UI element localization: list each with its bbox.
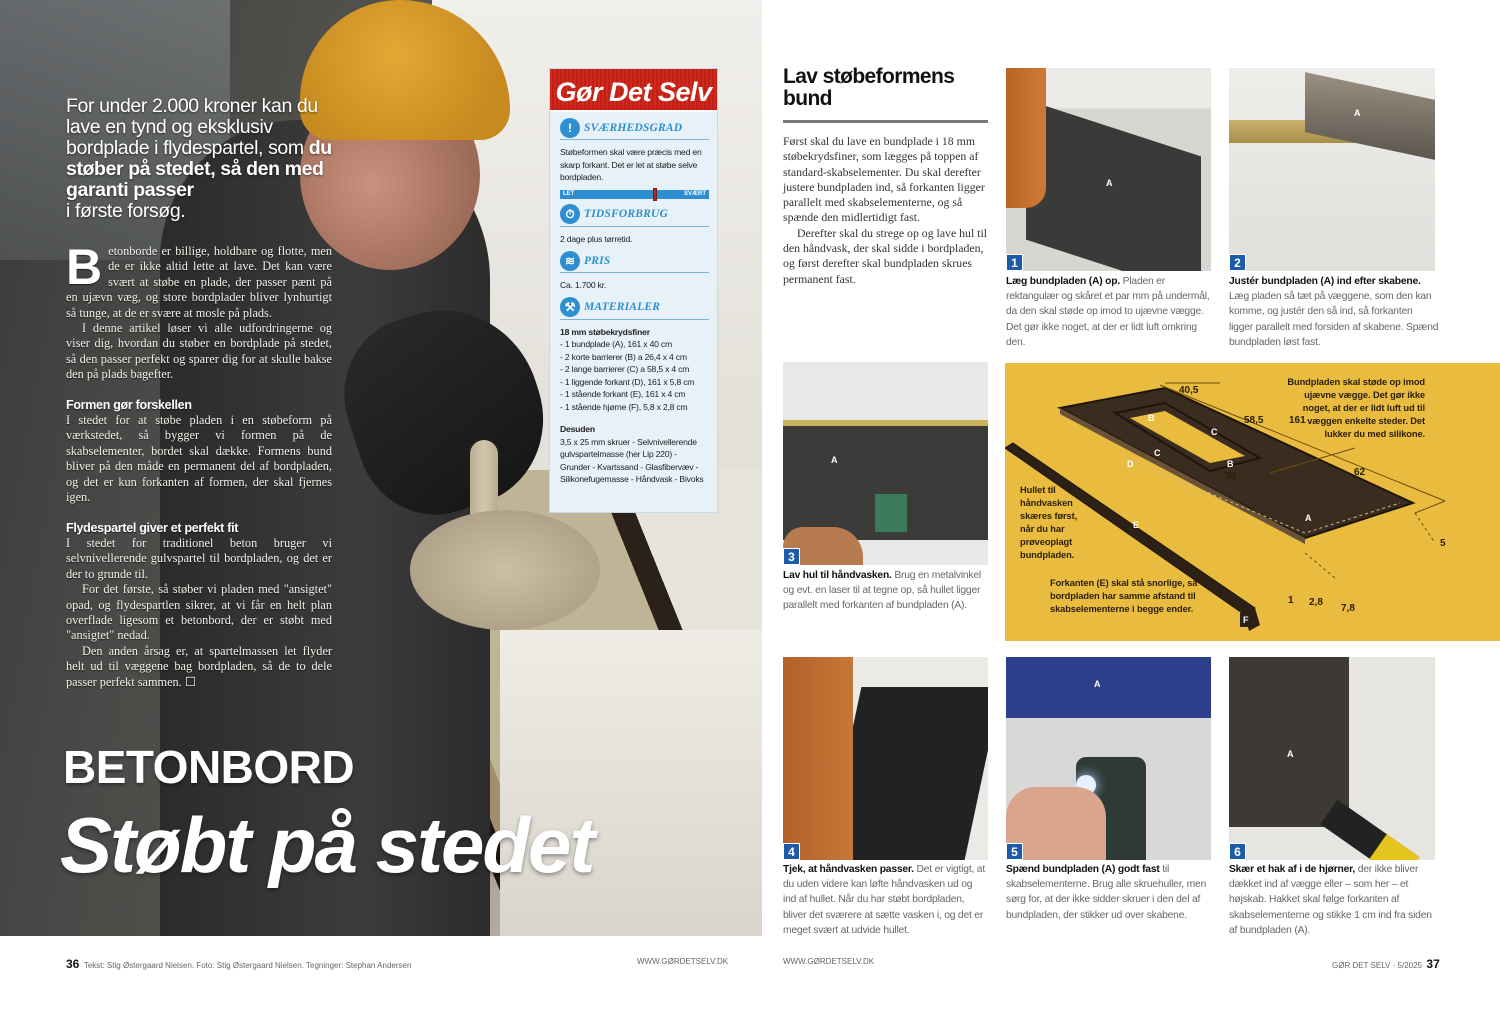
intro-paragraph: Først skal du lave en bundplade i 18 mm støbekrydsfiner, som lægges på toppen af standard-skabselementer. Du skal derefter justere bundpladen ind, så forkanten ligger parallelt med skabselementerne, og så spænde den midlertidigt fast. [783, 134, 985, 225]
caption-bold: Skær et hak af i de hjørner, [1229, 864, 1356, 875]
part-label: D [1127, 459, 1134, 469]
dimension-label: 58,5 [1244, 415, 1264, 426]
step-2-photo [1229, 68, 1435, 271]
step-number-badge: 4 [783, 843, 800, 860]
time-text: 2 dage plus tørretid. [560, 233, 633, 244]
dimension-label: 7,8 [1341, 603, 1355, 614]
photo-person [783, 657, 853, 860]
part-label: A [1094, 679, 1101, 689]
materials-list [560, 326, 709, 486]
body-paragraph: I denne artikel løser vi alle udfordringerne og viser dig, hvordan du støber en bordplade på stedet, så den passer perfekt og sparer dig for at skulle bakse den på plads bagefter. [66, 321, 332, 382]
step-number-badge: 6 [1229, 843, 1246, 860]
caption-bold: Tjek, at håndvasken passer. [783, 864, 914, 875]
assembly-diagram [1005, 363, 1500, 641]
scale-right-label: SVÆRT [683, 191, 706, 197]
material-item: - 2 lange barrierer (C) a 58,5 x 4 cm [560, 364, 690, 374]
body-paragraph: Den anden årsag er, at spartelmassen let flyder helt ud til væggene bag bordpladen, så de to dele passer perfekt sammen. ☐ [66, 643, 332, 689]
intro-paragraph: Derefter skal du strege op og lave hul til den håndvask, der skal sidde i bordpladen, og først derefter skal bundpladen skrues permanent fast. [783, 225, 988, 286]
material-item: - 2 korte barrierer (B) a 26,4 x 4 cm [560, 351, 687, 362]
step-number-badge: 1 [1006, 254, 1023, 271]
part-label: A [1287, 749, 1294, 759]
photo-multitool [1320, 800, 1419, 860]
photo-board [1026, 100, 1201, 271]
part-label: F [1243, 615, 1249, 625]
page-number: 36 [66, 957, 80, 971]
caption-bold: Lav hul til håndvasken. [783, 570, 892, 581]
credits: Tekst: Stig Østergaard Nielsen. Foto: Stig Østergaard Nielsen. Tegninger: Stephan Andersen [83, 961, 412, 970]
step-number-badge: 2 [1229, 254, 1246, 271]
dimension-label: 40,5 [1179, 385, 1199, 396]
price-text: Ca. 1.700 kr. [560, 280, 607, 290]
photo-square-tool [875, 494, 907, 532]
material-item: - 1 stående forkant (E), 161 x 4 cm [560, 389, 686, 399]
section-title: Lav støbeformens bund [783, 65, 955, 110]
diagram-note: Forkanten (E) skal stå snorlige, så bordpladen har samme afstand til skabselementerne i begge ender. [1050, 578, 1198, 614]
extras-text: 3,5 x 25 mm skruer - Selvnivellerende gulvspartelmasse (her Lip 220) - Grunder - Kvartssand - Glasfibervæv - Silikonefugemasse - Håndvask - Bivoks [560, 436, 704, 484]
caption-text: der ikke bliver dækket ind af vægge eller – som her – et højskab. Hakket skal følge forkanten af skabselementerne og stikke 1 cm ind fra siden af bundpladen (A). [1229, 864, 1432, 936]
step-3-photo [783, 362, 988, 565]
body-paragraph: I stedet for at støbe pladen i en støbeform på værkstedet, så bygger vi formen på de skabselementer, bordet skal dække. Formens bund bliver på den måde en permanent del af bordpladen, og det er kun forkanten af formen, der skal fjernes igen. [66, 413, 332, 505]
extras-heading: Desuden [560, 424, 595, 434]
page-number: 37 [1426, 957, 1440, 971]
article-body [66, 239, 332, 690]
body-paragraph: For det første, så støber vi pladen med "ansigtet" opad, og flydespartlen sikrer, at vi får en helt plan overflade ligesom et betonbord, der er støbt med "ansigtet" nedad. [66, 582, 332, 643]
divider [783, 120, 988, 123]
money-icon: ≋ [560, 251, 580, 271]
diagram-note: Hullet til håndvasken skæres først, når du har prøveoplagt bundpladen. [1020, 485, 1078, 560]
part-label: C [1211, 427, 1218, 437]
article-title: Støbt på stedet [60, 801, 594, 889]
lead-text-2: som [268, 137, 309, 159]
part-label: C [1154, 448, 1161, 458]
photo-board [1229, 657, 1349, 827]
lead-paragraph [66, 96, 336, 222]
part-label: A [831, 455, 838, 465]
body-paragraph: I stedet for traditionel beton bruger vi selvnivellerende gulvspartel til bordpladen, og det er der to grunde til. [66, 535, 332, 581]
step-4-photo [783, 657, 988, 860]
kicker-heading: BETONBORD [63, 741, 355, 793]
tools-icon: ⚒ [560, 297, 580, 317]
step-1-caption [1006, 274, 1211, 350]
part-label: A [1106, 178, 1113, 188]
difficulty-scale [560, 190, 709, 199]
dimension-label: 5 [1440, 538, 1446, 549]
issue-label: GØR DET SELV · 5/2025 [1332, 961, 1422, 970]
section-title: MATERIALER [584, 301, 661, 313]
left-footer-url: WWW.GØRDETSELV.DK [637, 957, 729, 966]
dimension-label: 161 [1289, 415, 1306, 426]
step-6-photo [1229, 657, 1435, 860]
part-label: A [1305, 513, 1312, 523]
difficulty-text: Støbeformen skal være præcis med en skarp forkant. Det er let at støbe selve bordpladen. [560, 147, 702, 182]
section-intro [783, 134, 988, 287]
price-section [550, 249, 717, 292]
part-label: A [1354, 108, 1361, 118]
subheading: Formen gør forskellen [66, 397, 192, 412]
lead-text-bold: du støber på stedet, så den med garanti passer [66, 137, 332, 201]
caption-bold: Spænd bundpladen (A) godt fast [1006, 864, 1160, 875]
section-title: SVÆRHEDSGRAD [584, 121, 683, 134]
step-6-caption [1229, 862, 1439, 938]
lead-text-3: i første forsøg. [66, 200, 186, 222]
part-label: B [1227, 459, 1234, 469]
photo-concrete-puddle [410, 510, 600, 630]
step-4-caption [783, 862, 988, 938]
step-3-caption [783, 568, 988, 614]
caption-text: Pladen er rektangulær og skåret et par mm på undermål, da den skal støde op imod to ujævne vægge. Det gør ikke noget, at der er lidt luft omkring den. [1006, 276, 1210, 348]
step-number-badge: 5 [1006, 843, 1023, 860]
section-title: PRIS [584, 254, 611, 267]
photo-plank [1305, 72, 1435, 160]
scale-left-label: LET [563, 191, 575, 197]
exclamation-icon: ! [560, 118, 580, 138]
difficulty-marker [653, 188, 657, 201]
body-paragraph: etonborde er billige, holdbare og flotte, men de er ikke altid lette at lave. Det kan være svært at støbe en plade, der passer pænt på en ujævn væg, og store bordplader bliver lynhurtigt så tunge, at de er svære at mosle på plads. [66, 244, 332, 320]
caption-bold: Læg bundpladen (A) op. [1006, 276, 1120, 287]
dimension-label: 2,8 [1309, 597, 1323, 608]
brand-logo: Gør Det Selv [550, 69, 717, 112]
part-label: E [1133, 520, 1140, 530]
section-title: TIDSFORBRUG [584, 208, 668, 220]
drop-cap: B [66, 239, 103, 295]
caption-text: til skabselementerne. Brug alle skruehuller, men sørg for, at der ikke sidder skruer i den del af bundpladen, der stikker ud over skabene. [1006, 864, 1207, 921]
info-box [549, 68, 718, 513]
step-number-badge: 3 [783, 548, 800, 565]
dimension-label: 30 [1225, 471, 1237, 482]
stopwatch-icon: ⏱ [560, 204, 580, 224]
caption-text: Det er vigtigt, at du uden videre kan løfte håndvasken ud og ind af hullet. Når du har støbt bordpladen, bliver det sværere at sætte vasken i, og det er meget svært at udvide hullet. [783, 864, 985, 936]
materials-section [550, 296, 717, 486]
part-label: B [1148, 413, 1155, 423]
left-page-spread [0, 0, 762, 936]
caption-bold: Justér bundpladen (A) ind efter skabene. [1229, 276, 1421, 287]
difficulty-section [550, 116, 717, 199]
materials-heading: 18 mm støbekrydsfiner [560, 326, 650, 337]
step-5-caption [1006, 862, 1216, 923]
step-1-photo [1006, 68, 1211, 271]
diagram-note: Bundpladen skal støde op imod ujævne vægge. Det gør ikke noget, at der er lidt luft ud til væggen enkelte steder. Det lukker du med silikone. [1287, 377, 1425, 439]
material-item: - 1 liggende forkant (D), 161 x 5,8 cm [560, 376, 695, 387]
right-footer-url: WWW.GØRDETSELV.DK [783, 957, 875, 966]
time-section [550, 203, 717, 246]
right-footer [1332, 957, 1440, 971]
step-5-photo [1006, 657, 1211, 860]
lead-text-1: For under 2.000 kroner kan du lave en tynd og eksklusiv bordplade i flydespartel, [66, 95, 318, 159]
material-item: - 1 bundplade (A), 161 x 40 cm [560, 339, 672, 349]
subheading: Flydespartel giver et perfekt fit [66, 520, 239, 535]
material-item: - 1 stående hjørne (F), 5,8 x 2,8 cm [560, 401, 688, 412]
dimension-label: 62 [1354, 467, 1366, 478]
photo-arm [1006, 68, 1046, 208]
caption-text: Læg pladen så tæt på væggene, som den kan komme, og justér den så ind, så forkanten ligger parallelt med forsiden af skabene. Spænd bundpladen løst fast. [1229, 291, 1439, 348]
step-2-caption [1229, 274, 1439, 350]
caption-text: Brug en metalvinkel og evt. en laser til at tegne op, så hullet ligger parallelt med forkanten af bundpladen (A). [783, 570, 981, 612]
left-footer [66, 957, 411, 971]
dimension-label: 1 [1288, 595, 1294, 606]
